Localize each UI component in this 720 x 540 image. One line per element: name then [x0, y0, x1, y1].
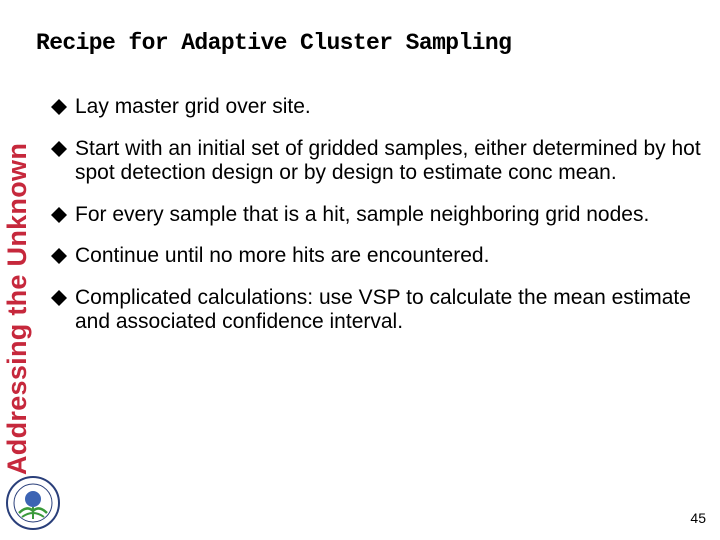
- bullet-text: Lay master grid over site.: [75, 95, 311, 118]
- bullet-text: Continue until no more hits are encountered.: [75, 244, 490, 267]
- bullet-text: Start with an initial set of gridded samples, either determined by hot spot detection design or by design to estimate conc mean.: [75, 136, 701, 184]
- bullet-text: For every sample that is a hit, sample neighboring grid nodes.: [75, 202, 650, 226]
- diamond-bullet-icon: [50, 140, 68, 158]
- bullet-item: [50, 286, 705, 335]
- page-number: 45: [690, 510, 706, 526]
- bullet-item: [50, 203, 705, 228]
- diamond-bullet-icon: [50, 247, 68, 265]
- slide-title: Recipe for Adaptive Cluster Sampling: [36, 30, 512, 56]
- bullet-item: [50, 95, 705, 120]
- epa-seal-icon: [5, 475, 61, 531]
- diamond-bullet-icon: [50, 98, 68, 116]
- diamond-bullet-icon: [50, 289, 68, 307]
- bullet-item: [50, 244, 705, 269]
- side-label: Addressing the Unknown: [2, 142, 32, 475]
- diamond-bullet-icon: [50, 206, 68, 224]
- bullet-text: Complicated calculations: use VSP to calculate the mean estimate and associated confidence interval.: [75, 285, 691, 333]
- bullet-list: [50, 95, 705, 352]
- bullet-item: [50, 137, 705, 186]
